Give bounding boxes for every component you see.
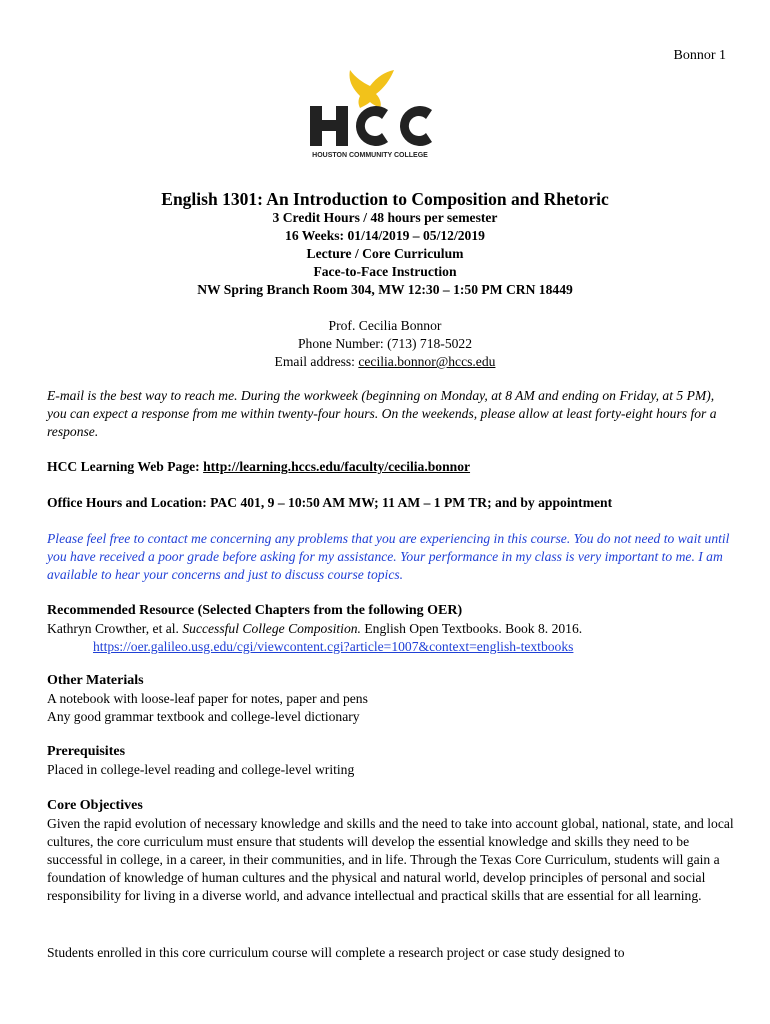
eagle-icon: [349, 70, 394, 108]
web-page-line: [47, 458, 737, 476]
contact-note: Please feel free to contact me concerning any problems that you are experiencing in this course. You do not need to wait until you have received a poor grade before asking for my assistance. Your performance in my class is very important to me. I am available to hear your concerns and just to discuss course topics.: [47, 531, 730, 582]
instructor-name: Prof. Cecilia Bonnor: [328, 318, 442, 333]
resource-heading: Recommended Resource (Selected Chapters from the following OER): [47, 603, 463, 618]
page-header-label: Bonnor 1: [673, 48, 726, 63]
course-location: NW Spring Branch Room 304, MW 12:30 – 1:50 PM CRN 18449: [197, 282, 573, 297]
prerequisites-text: Placed in college-level reading and college-level writing: [47, 762, 355, 777]
college-name: HOUSTON COMMUNITY COLLEGE: [312, 152, 428, 159]
prerequisites-heading: Prerequisites: [47, 744, 126, 759]
resource-book-title: Successful College Composition.: [182, 621, 361, 636]
instructor-phone: Phone Number: (713) 718-5022: [297, 336, 473, 351]
other-materials-section: [47, 672, 737, 726]
email-label: Email address:: [274, 354, 359, 369]
core-objectives-section: [47, 797, 737, 905]
course-type: Lecture / Core Curriculum: [306, 246, 464, 261]
instructor-email-line: [0, 353, 770, 371]
core-objectives-text: Given the rapid evolution of necessary knowledge and skills and the need to take into account global, national, state, and local cultures, the core curriculum must ensure that students will develop the essential knowledge and skills they need to be successful in college, in a career, in their communities, and in life. Through the Texas Core Curriculum, students will gain a foundation of knowledge of human cultures and the physical and natural world, develop principles of personal and social responsibility for living in a diverse world, and advance intellectual and practical skills that are essential for all learning.: [47, 816, 734, 903]
resource-section: [47, 602, 737, 656]
instruction-mode: Face-to-Face Instruction: [313, 264, 457, 279]
core-objectives-continued: Students enrolled in this core curriculum course will complete a research project or case study designed to: [47, 945, 625, 960]
material-item: Any good grammar textbook and college-level dictionary: [47, 709, 360, 724]
core-objectives-heading: Core Objectives: [47, 798, 143, 813]
course-weeks: 16 Weeks: 01/14/2019 – 05/12/2019: [285, 228, 485, 243]
material-item: A notebook with loose-leaf paper for notes, paper and pens: [47, 691, 368, 706]
hcc-letters: [310, 106, 432, 146]
prerequisites-section: [47, 743, 737, 779]
other-materials-heading: Other Materials: [47, 673, 144, 688]
email-note: E-mail is the best way to reach me. During the workweek (beginning on Monday, at 8 AM and ending on Friday, at 5 PM), you can expect a response from me within twenty-four hours. On the weekends, please allow at least forty-eight hours for a response.: [47, 388, 717, 439]
email-link[interactable]: cecilia.bonnor@hccs.edu: [358, 354, 496, 369]
web-page-link[interactable]: http://learning.hccs.edu/faculty/cecilia.bonnor: [203, 459, 471, 474]
credit-hours: 3 Credit Hours / 48 hours per semester: [272, 210, 498, 225]
office-hours: Office Hours and Location: PAC 401, 9 – 10:50 AM MW; 11 AM – 1 PM TR; and by appointment: [47, 495, 613, 510]
instructor-block: [0, 317, 770, 371]
course-details: [0, 209, 770, 299]
resource-authors: Kathryn Crowther, et al.: [47, 621, 183, 636]
resource-link[interactable]: https://oer.galileo.usg.edu/cgi/viewcontent.cgi?article=1007&context=english-textbooks: [93, 639, 574, 654]
web-page-label: HCC Learning Web Page:: [47, 459, 204, 474]
resource-citation: [47, 620, 737, 638]
hcc-logo: [300, 66, 440, 162]
course-title: English 1301: An Introduction to Composition and Rhetoric: [161, 189, 609, 209]
resource-publisher: English Open Textbooks. Book 8. 2016.: [360, 621, 583, 636]
